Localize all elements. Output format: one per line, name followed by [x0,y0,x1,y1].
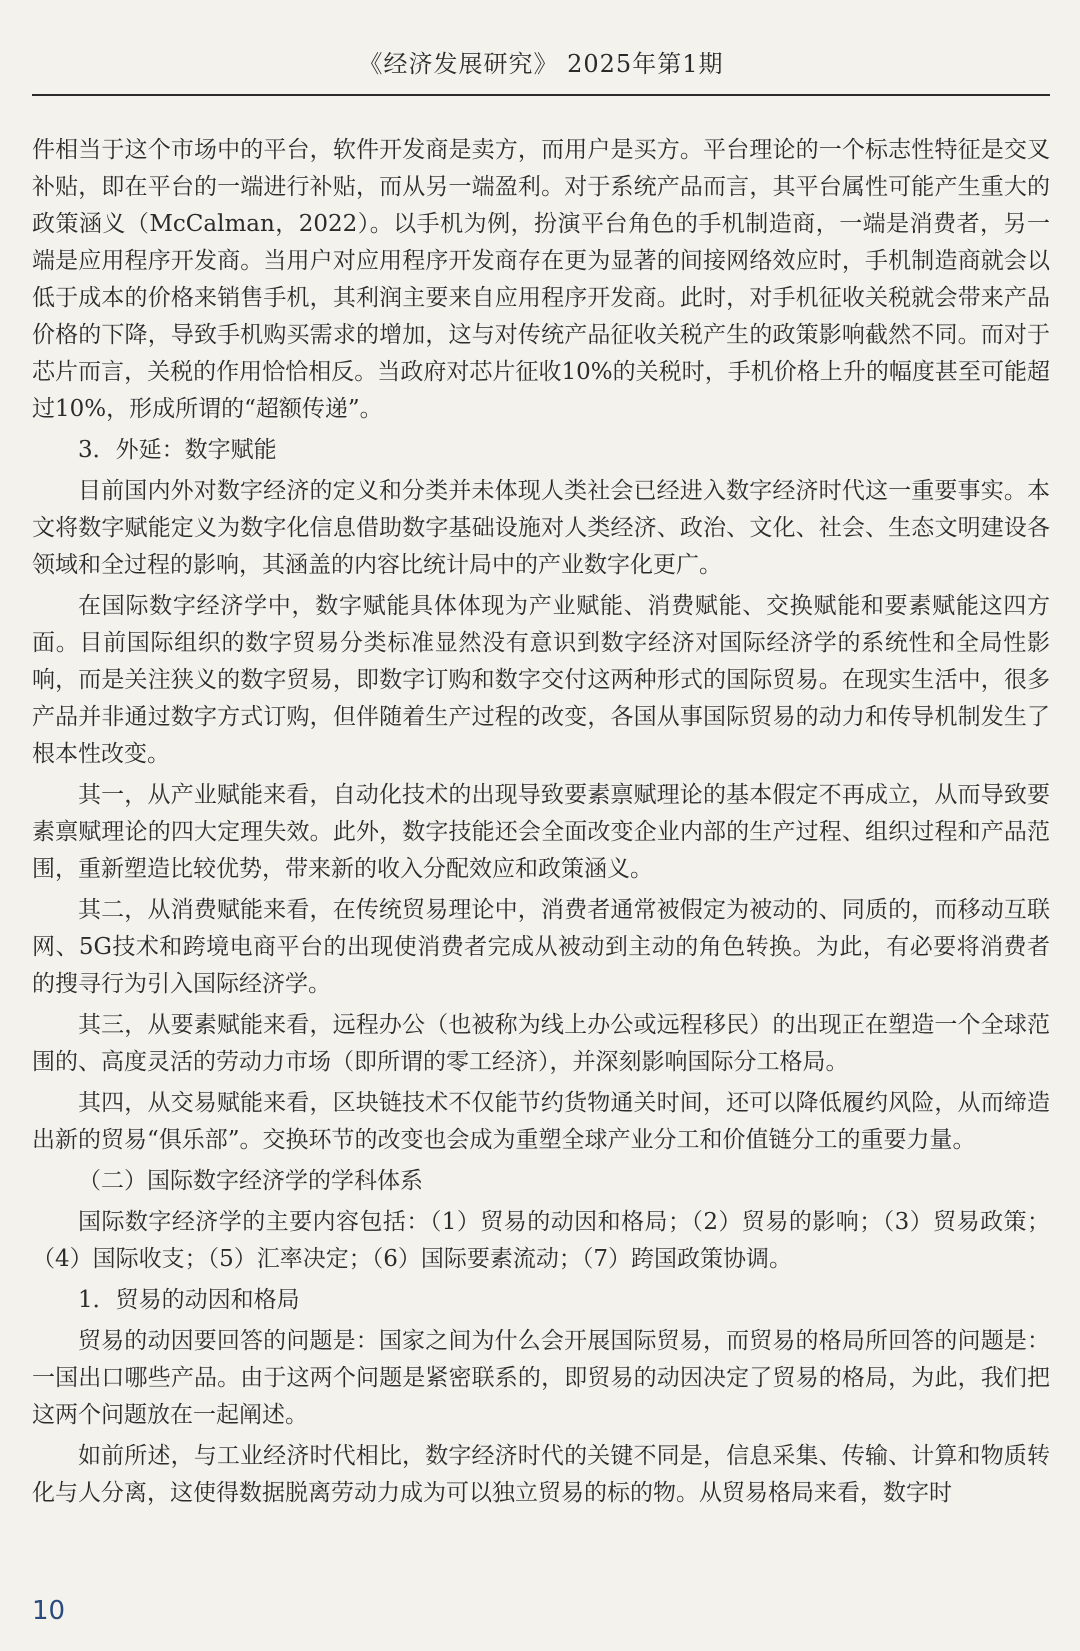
section-heading: 1．贸易的动因和格局 [78,1287,300,1313]
paragraph: 其二，从消费赋能来看，在传统贸易理论中，消费者通常被假定为被动的、同质的，而移动互联网、5G技术和跨境电商平台的出现使消费者完成从被动到主动的角色转换。为此，有必要将消费者的搜寻行为引入国际经济学。 [32,897,1050,997]
page-number: 10 [32,1596,66,1626]
paragraph: 如前所述，与工业经济时代相比，数字经济时代的关键不同是，信息采集、传输、计算和物质转化与人分离，这使得数据脱离劳动力成为可以独立贸易的标的物。从贸易格局来看，数字时 [32,1443,1050,1506]
paragraph: 国际数字经济学的主要内容包括：（1）贸易的动因和格局；（2）贸易的影响；（3）贸易政策；（4）国际收支；（5）汇率决定；（6）国际要素流动；（7）跨国政策协调。 [32,1209,1050,1272]
paragraph: 贸易的动因要回答的问题是：国家之间为什么会开展国际贸易，而贸易的格局所回答的问题是：一国出口哪些产品。由于这两个问题是紧密联系的，即贸易的动因决定了贸易的格局，为此，我们把这两个问题放在一起阐述。 [32,1328,1050,1428]
paragraph: 其一，从产业赋能来看，自动化技术的出现导致要素禀赋理论的基本假定不再成立，从而导致要素禀赋理论的四大定理失效。此外，数字技能还会全面改变企业内部的生产过程、组织过程和产品范围，重新塑造比较优势，带来新的收入分配效应和政策涵义。 [32,782,1050,882]
paragraph: 目前国内外对数字经济的定义和分类并未体现人类社会已经进入数字经济时代这一重要事实。本文将数字赋能定义为数字化信息借助数字基础设施对人类经济、政治、文化、社会、生态文明建设各领域和全过程的影响，其涵盖的内容比统计局中的产业数字化更广。 [32,478,1050,578]
paragraph: 在国际数字经济学中，数字赋能具体体现为产业赋能、消费赋能、交换赋能和要素赋能这四方面。目前国际组织的数字贸易分类标准显然没有意识到数字经济对国际经济学的系统性和全局性影响，而是关注狭义的数字贸易，即数字订购和数字交付这两种形式的国际贸易。在现实生活中，很多产品并非通过数字方式订购，但伴随着生产过程的改变，各国从事国际贸易的动力和传导机制发生了根本性改变。 [32,593,1050,767]
journal-title: 《经济发展研究》 2025年第1期 [358,50,724,78]
section-heading: （二）国际数字经济学的学科体系 [78,1168,423,1194]
running-header [32,0,1050,96]
paragraph: 件相当于这个市场中的平台，软件开发商是卖方，而用户是买方。平台理论的一个标志性特征是交叉补贴，即在平台的一端进行补贴，而从另一端盈利。对于系统产品而言，其平台属性可能产生重大的政策涵义（McCalman，2022）。以手机为例，扮演平台角色的手机制造商，一端是消费者，另一端是应用程序开发商。当用户对应用程序开发商存在更为显著的间接网络效应时，手机制造商就会以低于成本的价格来销售手机，其利润主要来自应用程序开发商。此时，对手机征收关税就会带来产品价格的下降，导致手机购买需求的增加，这与对传统产品征收关税产生的政策影响截然不同。而对于芯片而言，关税的作用恰恰相反。当政府对芯片征收10%的关税时，手机价格上升的幅度甚至可能超过10%，形成所谓的“超额传递”。 [32,137,1050,422]
section-heading: 3．外延：数字赋能 [78,437,277,463]
article-body [32,132,1050,1516]
paragraph: 其四，从交易赋能来看，区块链技术不仅能节约货物通关时间，还可以降低履约风险，从而缔造出新的贸易“俱乐部”。交换环节的改变也会成为重塑全球产业分工和价值链分工的重要力量。 [32,1090,1050,1153]
paragraph: 其三，从要素赋能来看，远程办公（也被称为线上办公或远程移民）的出现正在塑造一个全球范围的、高度灵活的劳动力市场（即所谓的零工经济），并深刻影响国际分工格局。 [32,1012,1050,1075]
